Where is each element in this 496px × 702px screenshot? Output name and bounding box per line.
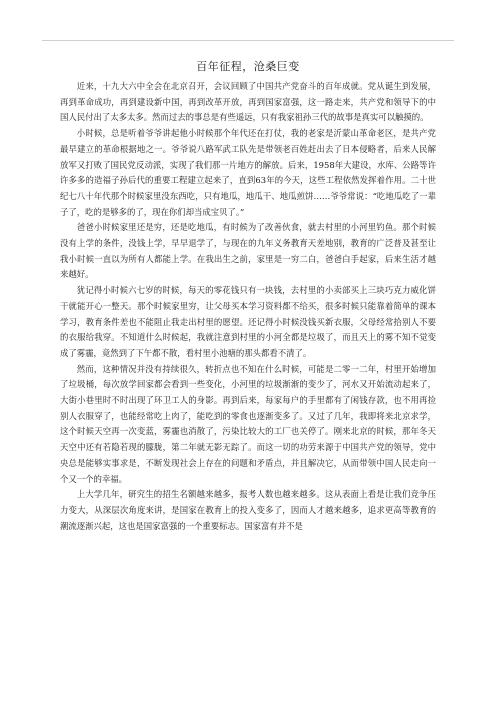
paragraph: 然而，这种情况并没有持续很久，转折点也不知在什么时候，可能是二零一二年，村里开始增加了垃圾桶，每次放学回家都会看到一些变化，小河里的垃圾渐渐的变少了，河水又开始流动起来了，大街小巷里时不时出现了环卫工人的身影。再到后来，每家每户的手里都有了闲钱存款，也不用再捡别人衣服穿了，也能经常吃上肉了，能吃到的零食也逐渐变多了。又过了几年，我即将来北京求学，这个时候天空再一次变蓝，雾霾也消散了，污染比较大的工厂也关停了。刚来北京的时候，那年冬天天空中还有若隐若现的朦胧，第二年就无影无踪了。而这一切的功劳来源于中国共产党的领导，党中央总是能够实事求是，不断发现社会上存在的问题和矛盾点，并且解决它，从而带领中国人民走向一个又一个的幸福。 (60, 363, 436, 484)
header-rule (42, 40, 454, 41)
paragraph: 近来，十九大六中全会在北京召开，会议回顾了中国共产党奋斗的百年成就。党从诞生到发展，再到革命成功，再到建设新中国，再到改革开放，再到国家富强，这一路走来，共产党和领导下的中国人民付出了太多太多。然而过去的事总是有些遥远，只有我家祖孙三代的故事是真实可以触摸的。 (60, 81, 436, 123)
document-body (60, 79, 436, 534)
paragraph: 上大学几年，研究生的招生名额越来越多，报考人数也越来越多。这从表面上看是让我们竞争压力变大，从深层次角度来讲，是国家在教育上的投入变多了，因而人才越来越多，追求更高等教育的潮流逐渐兴起，这也是国家富强的一个重要标志。国家富有并不是 (60, 489, 436, 531)
document-title: 百年征程，沧桑巨变 (196, 60, 300, 73)
paragraph: 爸爸小时候家里还是穷，还是吃地瓜，有时候为了改善伙食，就去村里的小河里钓鱼。那个时候没有上学的条件，没钱上学，早早退学了，与现在的九年义务教育天差地别，教育的广泛普及甚至让我小时候一直以为所有人都能上学。在我出生之前，家里是一穷二白，爸爸白手起家，后来生活才越来越好。 (60, 222, 436, 280)
paragraph: 犹记得小时候六七岁的时候，每天的零花钱只有一块钱，去村里的小卖部买上三块巧克力威化饼干就能开心一整天。那个时候家里穷，让父母买本学习资料都不给买，很多时候只能靠着简单的课本学习，教育条件差也不能阻止我走出村里的愿望。还记得小时候没钱买新衣服，父母经常拾别人不要的衣服给我穿。不知道什么时候起，我就注意到村里的小河全都是垃圾了，而且天上的雾不知不觉变成了雾霾，竟然到了下午都不散，看村里小池塘的那头都看不清了。 (60, 285, 436, 358)
paragraph: 小时候，总是听着爷爷讲起他小时候那个年代还在打仗，我的老家是沂蒙山革命老区，是共产党最早建立的革命根据地之一。爷爷说八路军武工队先是带领老百姓赶出去了日本侵略者，后来人民解放军又打败了国民党反动派，实现了我们那一片地方的解放。后来，1958年大建设，水库、公路等许许多多的造福子孙后代的重要工程建立起来了，直到63年的今天，这些工程依然发挥着作用。二十世纪七八十年代那个时候家里没东西吃，只有地瓜，地瓜干、地瓜煎饼……爷爷常说：“吃地瓜吃了一辈子了，吃的是够多的了，现在你们却当成宝贝了。” (60, 128, 436, 217)
